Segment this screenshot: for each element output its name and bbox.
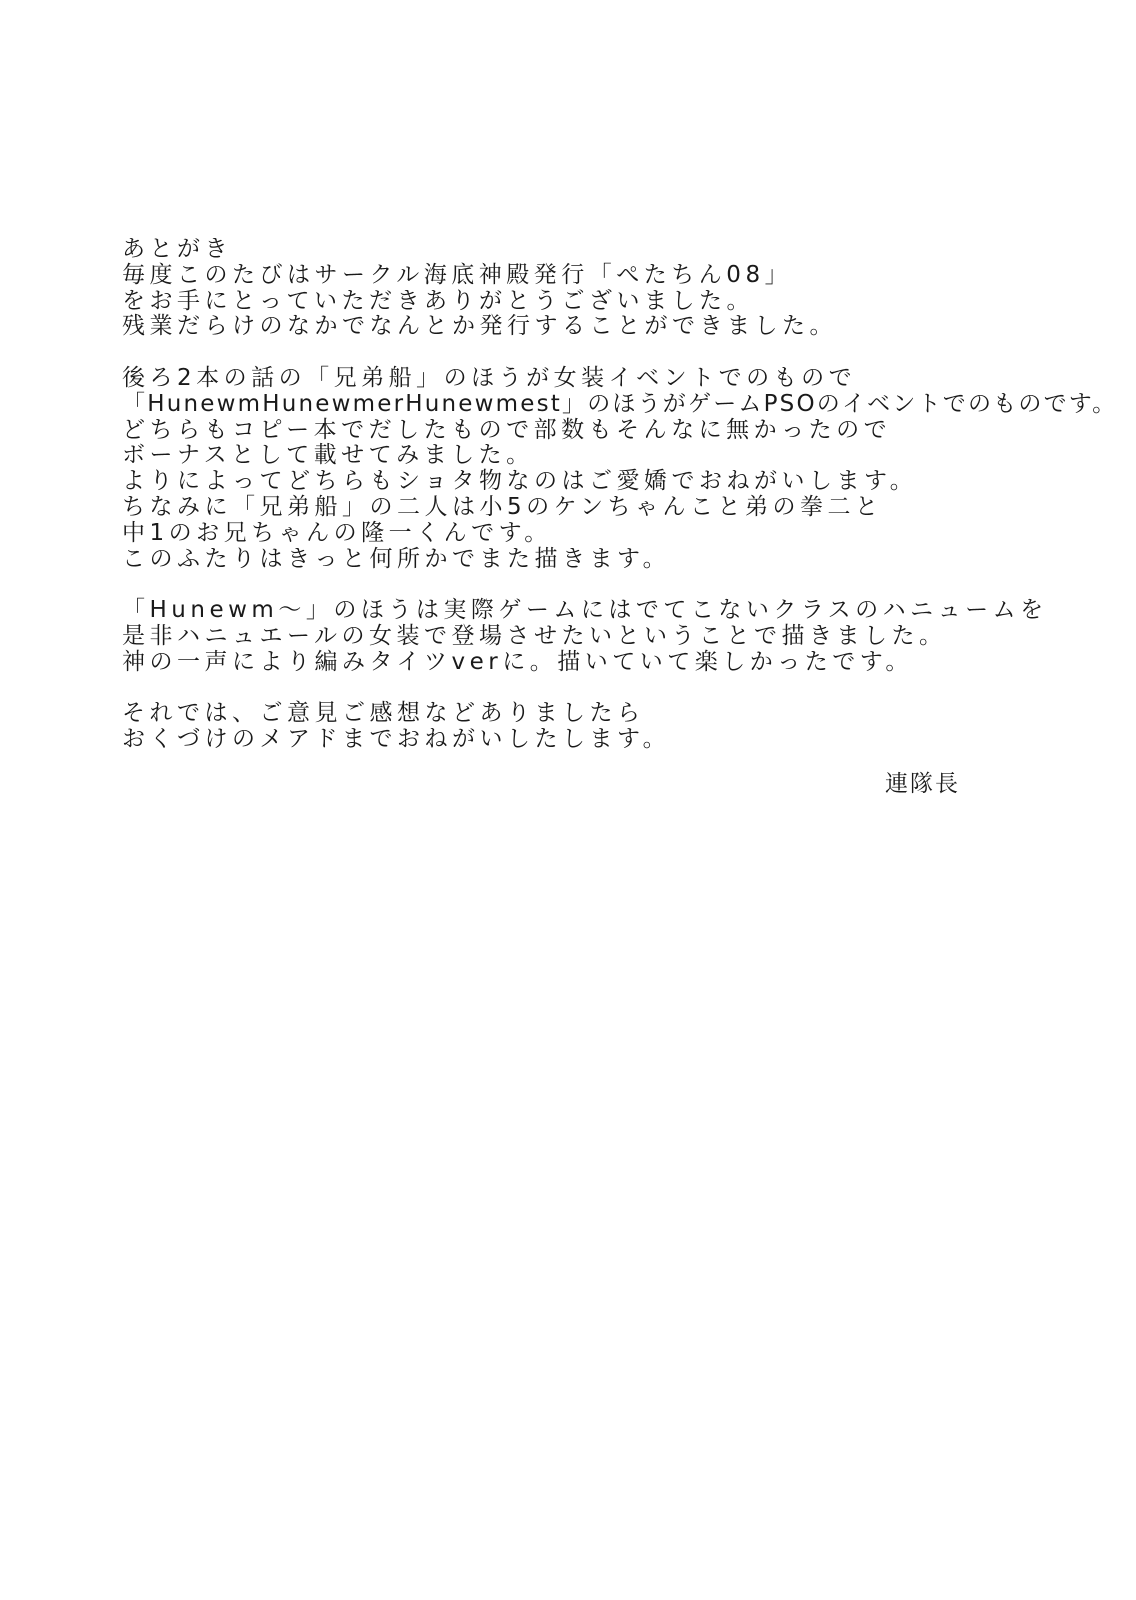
text-line: 「Hunewm～」のほうは実際ゲームにはでてこないクラスのハニュームを (122, 597, 1048, 624)
text-line: ちなみに「兄弟船」の二人は小5のケンちゃんこと弟の拳二と (122, 493, 883, 520)
text-line: 中1のお兄ちゃんの隆一くんです。 (122, 519, 552, 546)
paragraph-gap (122, 676, 1082, 702)
text-line: 後ろ2本の話の「兄弟船」のほうが女装イベントでのもので (122, 364, 857, 391)
afterword-text (122, 236, 1118, 753)
author-signature: 連隊長 (885, 771, 960, 797)
text-line: をお手にとっていただきありがとうございました。 (122, 287, 755, 314)
text-line: このふたりはきっと何所かでまた描きます。 (122, 545, 671, 572)
text-line: ボーナスとして載せてみました。 (122, 442, 534, 469)
text-line: 残業だらけのなかでなんとか発行することができました。 (122, 313, 837, 340)
text-line: それでは、ご意見ご感想などありましたら (122, 700, 645, 727)
text-line: よりによってどちらもショタ物なのはご愛嬌でおねがいします。 (122, 468, 918, 495)
text-line: 神の一声により編みタイツverに。描いていて楽しかったです。 (122, 648, 913, 675)
paragraph-gap (122, 572, 1082, 598)
text-line: 毎度このたびはサークル海底神殿発行「ぺたちん08」 (122, 261, 793, 288)
text-line: おくづけのメアドまでおねがいしたします。 (122, 726, 671, 753)
text-line: どちらもコピー本でだしたもので部数もそんなに無かったので (122, 416, 892, 443)
text-line: 「HunewmHunewmerHunewmest」のほうがゲームPSOのイベントでのものです。 (122, 390, 1118, 417)
text-line: 是非ハニュエールの女装で登場させたいということで描きました。 (122, 622, 947, 649)
paragraph-gap (122, 340, 1082, 366)
afterword-title: あとがき (122, 236, 232, 262)
